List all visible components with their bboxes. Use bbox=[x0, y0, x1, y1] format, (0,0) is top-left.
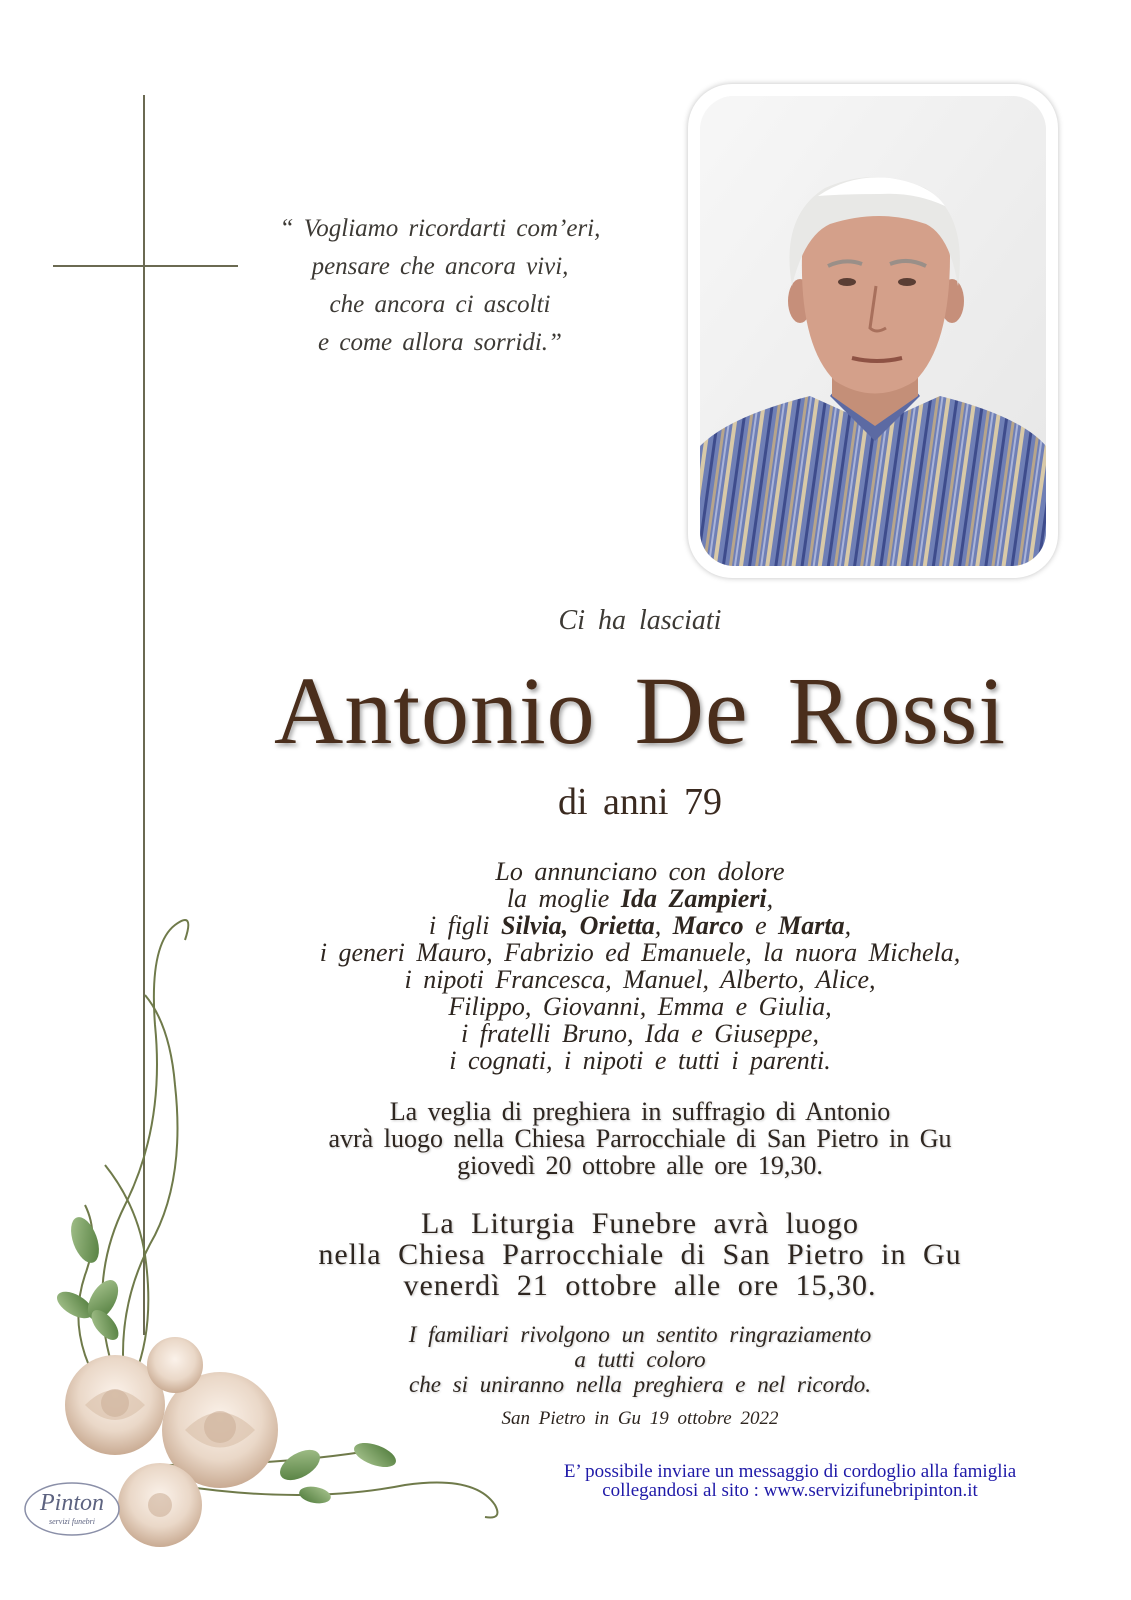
funeral-line: La Liturgia Funebre avrà luogo bbox=[421, 1207, 859, 1240]
text-span: , bbox=[766, 884, 774, 913]
thanks-line: a tutti coloro bbox=[574, 1347, 706, 1372]
place-date: San Pietro in Gu 19 ottobre 2022 bbox=[501, 1408, 779, 1429]
child-name: Marco bbox=[672, 911, 744, 940]
quote-line: che ancora ci ascolti bbox=[329, 291, 551, 318]
contact-website-link[interactable]: collegandosi al sito : www.servizifunebripinton.it bbox=[602, 1480, 978, 1501]
cross-horizontal-line bbox=[53, 265, 238, 267]
quote-line: e come allora sorridi.” bbox=[318, 329, 562, 356]
deceased-age: di anni 79 bbox=[558, 781, 722, 823]
thanks-line: che si uniranno nella preghiera e nel ricordo. bbox=[409, 1372, 871, 1397]
vigil-line: La veglia di preghiera in suffragio di Antonio bbox=[389, 1097, 891, 1126]
text-span: la moglie bbox=[506, 884, 621, 913]
portrait-illustration bbox=[700, 96, 1046, 566]
text-span: , bbox=[844, 911, 852, 940]
thanks-line: I familiari rivolgono un sentito ringraziamento bbox=[408, 1322, 872, 1347]
condolence-contact bbox=[500, 1462, 1080, 1500]
vigil-line: giovedì 20 ottobre alle ore 19,30. bbox=[457, 1151, 823, 1180]
funeral-line: venerdì 21 ottobre alle ore 15,30. bbox=[403, 1269, 877, 1302]
announcement-line: i fratelli Bruno, Ida e Giuseppe, bbox=[461, 1019, 819, 1048]
pinton-logo bbox=[22, 1480, 122, 1538]
text-span: , bbox=[654, 911, 673, 940]
child-name: Marta bbox=[778, 911, 845, 940]
contact-line: E’ possibile inviare un messaggio di cordoglio alla famiglia bbox=[563, 1461, 1017, 1482]
wife-name: Ida Zampieri bbox=[620, 884, 767, 913]
svg-text:Pinton: Pinton bbox=[40, 1490, 104, 1516]
portrait-frame bbox=[688, 84, 1058, 578]
children-names: Silvia, Orietta bbox=[501, 911, 655, 940]
portrait-photo bbox=[700, 96, 1046, 566]
funeral-line: nella Chiesa Parrocchiale di San Pietro in Gu bbox=[318, 1238, 962, 1271]
announcement-line: i cognati, i nipoti e tutti i parenti. bbox=[449, 1046, 831, 1075]
quote-line: “ Vogliamo ricordarti com’eri, bbox=[279, 215, 601, 242]
svg-text:servizi funebri: servizi funebri bbox=[49, 1517, 95, 1526]
text-span: e bbox=[743, 911, 779, 940]
announcement-line: Lo annunciano con dolore bbox=[495, 857, 785, 886]
memorial-quote bbox=[245, 210, 635, 362]
deceased-name: Antonio De Rossi bbox=[273, 657, 1007, 764]
announcement-line: i nipoti Francesca, Manuel, Alberto, Alice, bbox=[404, 965, 876, 994]
announcement-line: Filippo, Giovanni, Emma e Giulia, bbox=[448, 992, 832, 1021]
intro-text: Ci ha lasciati bbox=[558, 605, 722, 636]
announcement-line: i generi Mauro, Fabrizio ed Emanuele, la nuora Michela, bbox=[319, 938, 961, 967]
rose-decoration bbox=[45, 905, 515, 1555]
vigil-line: avrà luogo nella Chiesa Parrocchiale di San Pietro in Gu bbox=[328, 1124, 952, 1153]
text-span: i figli bbox=[428, 911, 502, 940]
quote-line: pensare che ancora vivi, bbox=[311, 253, 569, 280]
